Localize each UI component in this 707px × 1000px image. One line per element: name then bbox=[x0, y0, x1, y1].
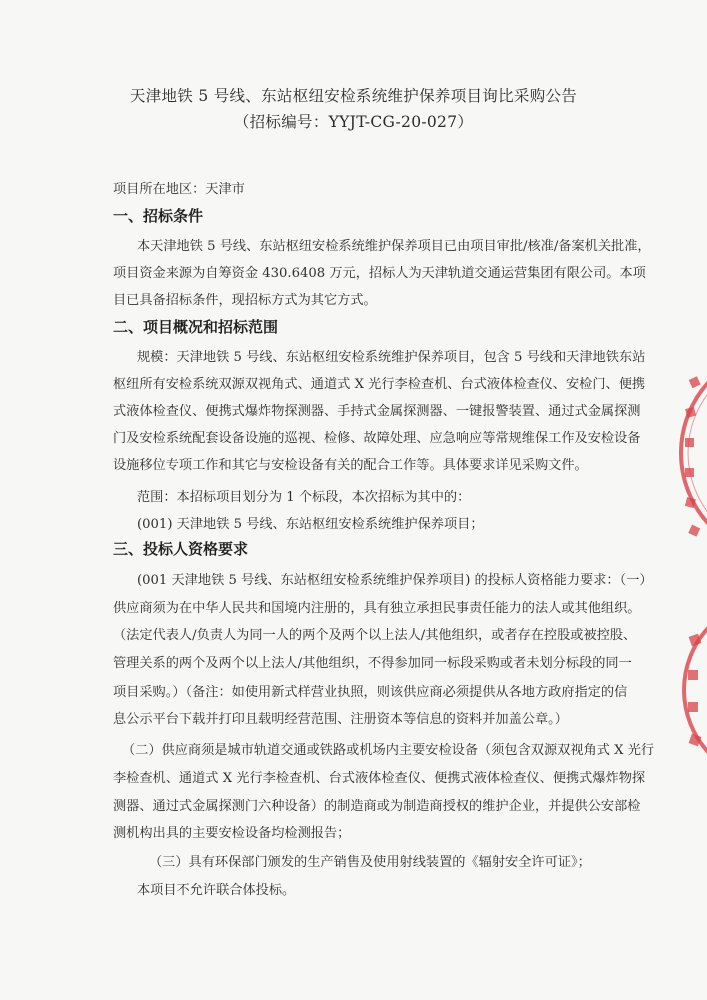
paragraph-line: 项目采购。）（备注：如使用新式样营业执照，则该供应商必须提供从各地方政府指定的信 bbox=[113, 685, 628, 700]
paragraph-line: (001) 天津地铁 5 号线、东站枢纽安检系统维护保养项目； bbox=[137, 517, 484, 532]
paragraph-line: 息公示平台下载并打印且载明经营范围、注册资本等信息的资料并加盖公章。） bbox=[113, 712, 568, 727]
section-heading-project-overview: 二、项目概况和招标范围 bbox=[113, 318, 279, 336]
paragraph-line: 本项目不允许联合体投标。 bbox=[137, 883, 296, 898]
document-title: 天津地铁 5 号线、东站枢纽安检系统维护保养项目询比采购公告 bbox=[129, 87, 578, 105]
company-seal-stamp bbox=[676, 590, 707, 790]
paragraph-line: 目已具备招标条件，现招标方式为其它方式。 bbox=[113, 293, 377, 308]
section-heading-bidder-qualifications: 三、投标人资格要求 bbox=[113, 540, 249, 558]
paragraph-line: 范围：本招标项目划分为 1 个标段，本次招标为其中的： bbox=[137, 490, 471, 505]
paragraph-line: （三）具有环保部门颁发的生产销售及使用射线装置的《辐射安全许可证》； bbox=[149, 855, 591, 870]
section-heading-tender-conditions: 一、招标条件 bbox=[113, 207, 204, 225]
paragraph-line: （二）供应商须是城市轨道交通或铁路或机场内主要安检设备（须包含双源双视角式 X 光行 bbox=[122, 743, 655, 758]
paragraph-line: 规模：天津地铁 5 号线、东站枢纽安检系统维护保养项目，包含 5 号线和天津地铁东站 bbox=[137, 350, 646, 365]
paragraph-line: 供应商须为在中华人民共和国境内注册的，具有独立承担民事责任能力的法人或其他组织。 bbox=[113, 601, 641, 616]
company-seal-stamp bbox=[676, 338, 707, 568]
paragraph-line: 设施移位专项工作和其它与安检设备有关的配合工作等。具体要求详见采购文件。 bbox=[113, 458, 588, 473]
paragraph-line: （法定代表人/负责人为同一人的两个及两个以上法人/其他组织，或者存在控股或被控股、 bbox=[113, 628, 637, 643]
paragraph-line: 管理关系的两个及两个以上法人/其他组织，不得参加同一标段采购或者未划分标段的同一 bbox=[113, 656, 632, 671]
paragraph-line: 枢纽所有安检系统双源双视角式、通道式 X 光行李检查机、台式液体检查仪、安检门、便携 bbox=[113, 377, 646, 392]
project-location: 项目所在地区：天津市 bbox=[113, 182, 245, 197]
paragraph-line: 本天津地铁 5 号线、东站枢纽安检系统维护保养项目已由项目审批/核准/备案机关批准， bbox=[137, 239, 651, 254]
paragraph-line: 测器、通过式金属探测门六种设备）的制造商或为制造商授权的维护企业，并提供公安部检 bbox=[113, 799, 641, 814]
paragraph-line: 门及安检系统配套设备设施的巡视、检修、故障处理、应急响应等常规维保工作及安检设备 bbox=[113, 431, 641, 446]
paragraph-line: 项目资金来源为自筹资金 430.6408 万元，招标人为天津轨道交通运营集团有限公司。本项 bbox=[113, 266, 646, 281]
tender-number: （招标编号：YYJT-CG-20-027） bbox=[233, 113, 474, 131]
paragraph-line: 测机构出具的主要安检设备均检测报告； bbox=[113, 826, 351, 841]
paragraph-line: 李检查机、通道式 X 光行李检查机、台式液体检查仪、便携式液体检查仪、便携式爆炸物探 bbox=[113, 771, 646, 786]
paragraph-line: 式液体检查仪、便携式爆炸物探测器、手持式金属探测器、一键报警装置、通过式金属探测 bbox=[113, 404, 641, 419]
paragraph-line: (001 天津地铁 5 号线、东站枢纽安检系统维护保养项目) 的投标人资格能力要求：（一） bbox=[137, 573, 653, 588]
